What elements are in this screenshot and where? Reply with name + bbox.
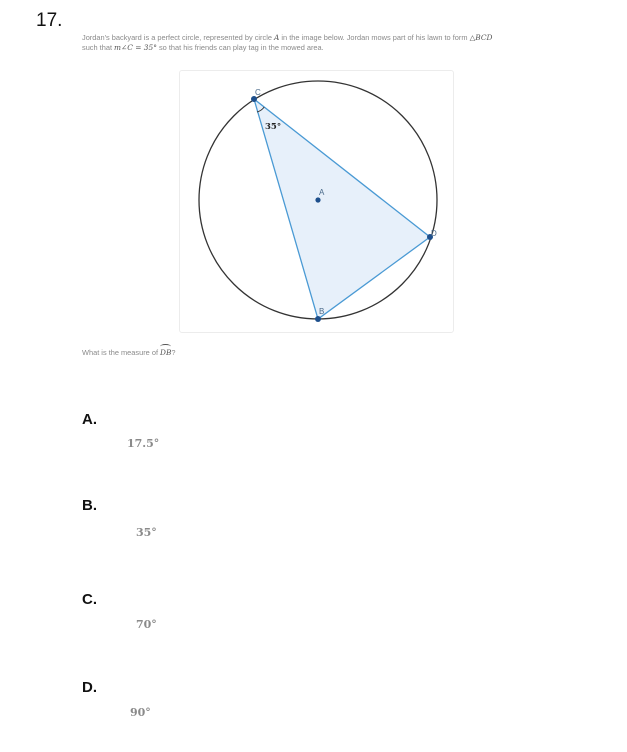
choice-d-letter[interactable]: D.: [82, 679, 97, 696]
arc-db: [160, 348, 171, 357]
arc-overline: [160, 344, 171, 349]
prompt-text: such that: [82, 42, 115, 52]
label-c: C: [255, 88, 261, 97]
choice-a-letter[interactable]: A.: [82, 411, 97, 428]
question-number: 17.: [36, 10, 63, 31]
question-text: [82, 348, 176, 357]
choice-d-value[interactable]: 90°: [130, 706, 151, 719]
geometry-figure: [179, 70, 454, 333]
prompt-text: in the image below. Jordan mows part of his lawn to form: [279, 33, 470, 42]
angle-expression: m∠C = 35°: [114, 42, 157, 52]
choice-c-value[interactable]: 70°: [136, 618, 157, 631]
question-prompt: [82, 33, 552, 52]
point-b: [315, 316, 321, 322]
angle-c-label: 35°: [265, 122, 282, 132]
label-b: B: [319, 307, 325, 316]
triangle-label: △BCD: [469, 33, 493, 42]
triangle-bcd: [254, 99, 430, 319]
label-d: D: [431, 229, 437, 238]
circle-diagram: [180, 71, 453, 332]
question-lead: What is the measure of: [82, 348, 161, 357]
question-suffix: ?: [171, 348, 176, 357]
prompt-text: so that his friends can play tag in the mowed area.: [156, 42, 324, 52]
choice-b-letter[interactable]: B.: [82, 497, 97, 514]
point-a: [315, 197, 320, 202]
label-a: A: [319, 188, 325, 197]
choice-b-value[interactable]: 35°: [136, 526, 157, 539]
arc-name: DB: [160, 348, 172, 357]
choice-c-letter[interactable]: C.: [82, 591, 97, 608]
circle-variable: A: [274, 33, 280, 42]
prompt-text: Jordan's backyard is a perfect circle, represented by circle: [82, 33, 275, 42]
choice-a-value[interactable]: 17.5°: [127, 437, 160, 450]
